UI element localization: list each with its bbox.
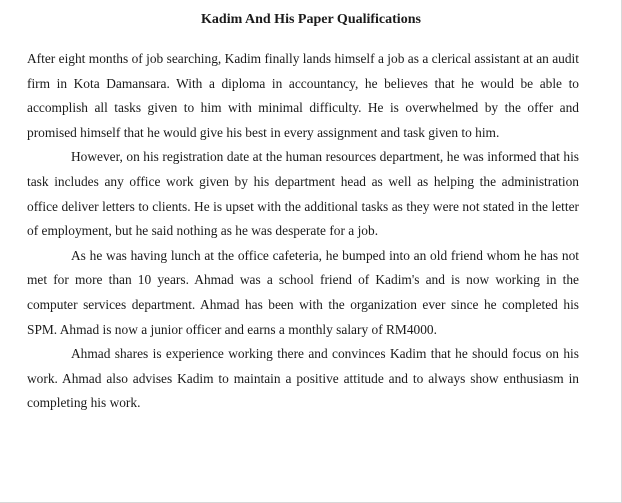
- document-title: Kadim And His Paper Qualifications: [201, 12, 421, 27]
- paragraph-2: However, on his registration date at the human resources department, he was informed that his task includes any office work given by his department head as well as helping the administration office deliver letters to clients. He is upset with the additional tasks as they were not stated in the letter of employment, but he said nothing as he was desperate for a job.: [27, 149, 579, 239]
- paragraph-1: After eight months of job searching, Kadim finally lands himself a job as a clerical assistant at an audit firm in Kota Damansara. With a diploma in accountancy, he believes that he would be able to accomplish all tasks given to him with minimal difficulty. He is overwhelmed by the offer and promised himself that he would give his best in every assignment and task given to him.: [27, 51, 579, 140]
- document-body: [27, 47, 579, 416]
- paragraph-3: As he was having lunch at the office cafeteria, he bumped into an old friend whom he has not met for more than 10 years. Ahmad was a school friend of Kadim's and is now working in the computer services department. Ahmad has been with the organization ever since he completed his SPM. Ahmad is now a junior officer and earns a monthly salary of RM4000.: [27, 247, 579, 337]
- paragraph-4: Ahmad shares is experience working there and convinces Kadim that he should focus on his work. Ahmad also advises Kadim to maintain a positive attitude and to always show enthusiasm in completing his work.: [27, 346, 579, 411]
